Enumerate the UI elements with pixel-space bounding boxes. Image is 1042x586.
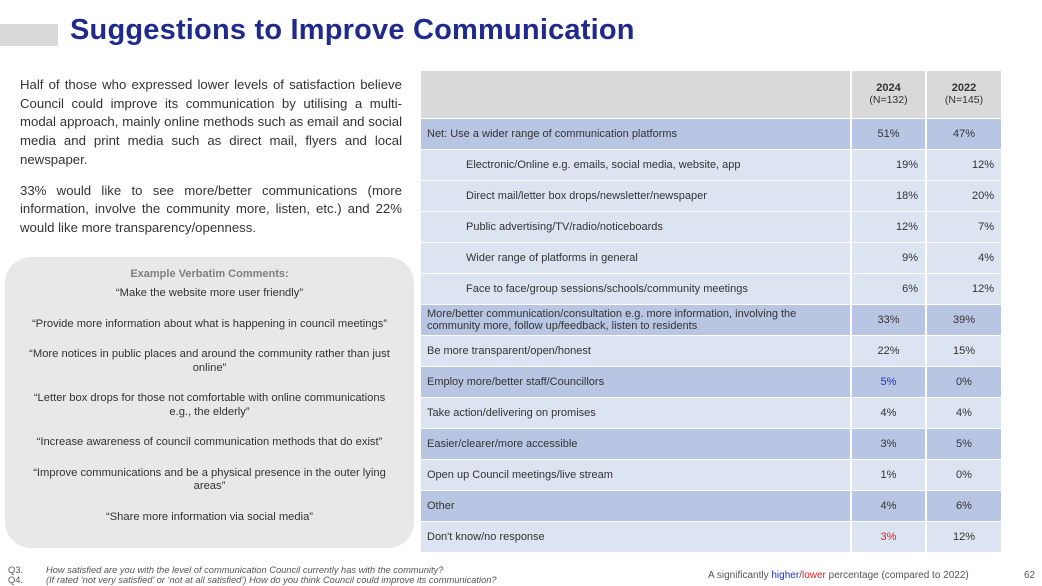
row-label: Other [421, 490, 851, 521]
value-2024: 4% [851, 397, 926, 428]
row-label: Employ more/better staff/Councillors [421, 366, 851, 397]
row-label: Don't know/no response [421, 521, 851, 552]
legend-prefix: A significantly [708, 570, 772, 581]
title-accent-bar [0, 24, 58, 46]
value-2022: 4% [926, 242, 1001, 273]
value-2024-significantly-lower: 3% [851, 521, 926, 552]
table-row [421, 459, 1001, 490]
verbatim-quote: “Improve communications and be a physical presence in the outer lying areas” [33, 466, 386, 492]
value-2022: 20% [926, 180, 1001, 211]
verbatim-quote: “Letter box drops for those not comfortable with online communications e.g., the elderly” [33, 392, 386, 418]
page-number: 62 [1024, 570, 1036, 581]
value-2022: 12% [926, 273, 1001, 304]
value-2022: 4% [926, 397, 1001, 428]
value-2022: 12% [926, 521, 1001, 552]
row-label: Electronic/Online e.g. emails, social media, website, app [421, 149, 851, 180]
legend-separator: / [799, 570, 802, 581]
value-2022: 15% [926, 335, 1001, 366]
intro-paragraph-2: 33% would like to see more/better communications (more information, involve the community more, listen, etc.) and 22% would like more transparency/openness. [20, 182, 402, 235]
verbatim-quote: “Provide more information about what is happening in council meetings” [31, 317, 388, 330]
header-sample-size: (N=145) [944, 94, 984, 107]
value-2022: 6% [926, 490, 1001, 521]
value-2024: 6% [851, 273, 926, 304]
row-label: Net: Use a wider range of communication platforms [421, 118, 851, 149]
table-row [421, 490, 1001, 521]
note-q4-label: Q4. [8, 575, 23, 585]
legend-higher: higher [771, 570, 800, 581]
verbatim-quote: “Share more information via social media” [105, 510, 314, 523]
legend-suffix: percentage (compared to 2022) [825, 570, 969, 581]
note-q3 [8, 565, 497, 575]
value-2022: 5% [926, 428, 1001, 459]
significance-legend [708, 570, 969, 581]
verbatim-quote: “More notices in public places and around the community rather than just online” [29, 348, 390, 374]
table-row [421, 335, 1001, 366]
intro-text [20, 76, 402, 238]
value-2024: 4% [851, 490, 926, 521]
header-2024 [851, 71, 926, 118]
row-label: Take action/delivering on promises [421, 397, 851, 428]
table-row [421, 397, 1001, 428]
verbatim-quote-list [5, 287, 414, 524]
verbatim-comments-panel [5, 257, 414, 548]
row-label: Public advertising/TV/radio/noticeboards [421, 211, 851, 242]
value-2024: 22% [851, 335, 926, 366]
value-2022: 47% [926, 118, 1001, 149]
table-header-row [421, 71, 1001, 118]
note-q4-text: (If rated ‘not very satisfied’ or ‘not at all satisfied’) How do you think Council could improve its communication? [46, 575, 497, 585]
table-row [421, 180, 1001, 211]
value-2022: 0% [926, 459, 1001, 490]
table-row [421, 273, 1001, 304]
value-2024: 19% [851, 149, 926, 180]
header-year: 2024 [876, 82, 901, 95]
value-2024: 9% [851, 242, 926, 273]
row-label: Direct mail/letter box drops/newsletter/newspaper [421, 180, 851, 211]
results-table [421, 71, 1001, 553]
intro-paragraph-1: Half of those who expressed lower levels of satisfaction believe Council could improve its communication by utilising a multi-modal approach, mainly online methods such as email and social media and print media such as direct mail, flyers and local newspaper. [20, 77, 402, 167]
value-2024: 12% [851, 211, 926, 242]
value-2022: 12% [926, 149, 1001, 180]
page-title: Suggestions to Improve Communication [70, 14, 635, 46]
table-row [421, 521, 1001, 552]
value-2024: 33% [851, 304, 926, 335]
row-label: Be more transparent/open/honest [421, 335, 851, 366]
value-2022: 39% [926, 304, 1001, 335]
value-2024: 3% [851, 428, 926, 459]
verbatim-heading: Example Verbatim Comments: [130, 268, 289, 280]
value-2022: 0% [926, 366, 1001, 397]
row-label: More/better communication/consultation e.g. more information, involving the community more, follow up/feedback, listen to residents [421, 304, 851, 335]
value-2024-significantly-higher: 5% [851, 366, 926, 397]
table-row [421, 118, 1001, 149]
row-label: Wider range of platforms in general [421, 242, 851, 273]
note-q3-label: Q3. [8, 565, 23, 575]
question-notes [8, 565, 497, 585]
value-2024: 1% [851, 459, 926, 490]
header-sample-size: (N=132) [869, 94, 908, 107]
value-2024: 18% [851, 180, 926, 211]
table-row [421, 304, 1001, 335]
table-row [421, 149, 1001, 180]
value-2022: 7% [926, 211, 1001, 242]
value-2024: 51% [851, 118, 926, 149]
table-row [421, 211, 1001, 242]
header-label-cell [421, 71, 851, 118]
table-row [421, 242, 1001, 273]
row-label: Easier/clearer/more accessible [421, 428, 851, 459]
verbatim-quote: “Make the website more user friendly” [115, 287, 304, 299]
table-row [421, 428, 1001, 459]
header-2022 [926, 71, 1001, 118]
legend-lower: lower [801, 570, 826, 581]
verbatim-quote: “Increase awareness of council communication methods that do exist” [36, 436, 383, 448]
note-q3-text: How satisfied are you with the level of communication Council currently has with the community? [46, 565, 444, 575]
table-row [421, 366, 1001, 397]
note-q4 [8, 575, 497, 585]
header-year: 2022 [951, 82, 977, 95]
row-label: Face to face/group sessions/schools/community meetings [421, 273, 851, 304]
row-label: Open up Council meetings/live stream [421, 459, 851, 490]
